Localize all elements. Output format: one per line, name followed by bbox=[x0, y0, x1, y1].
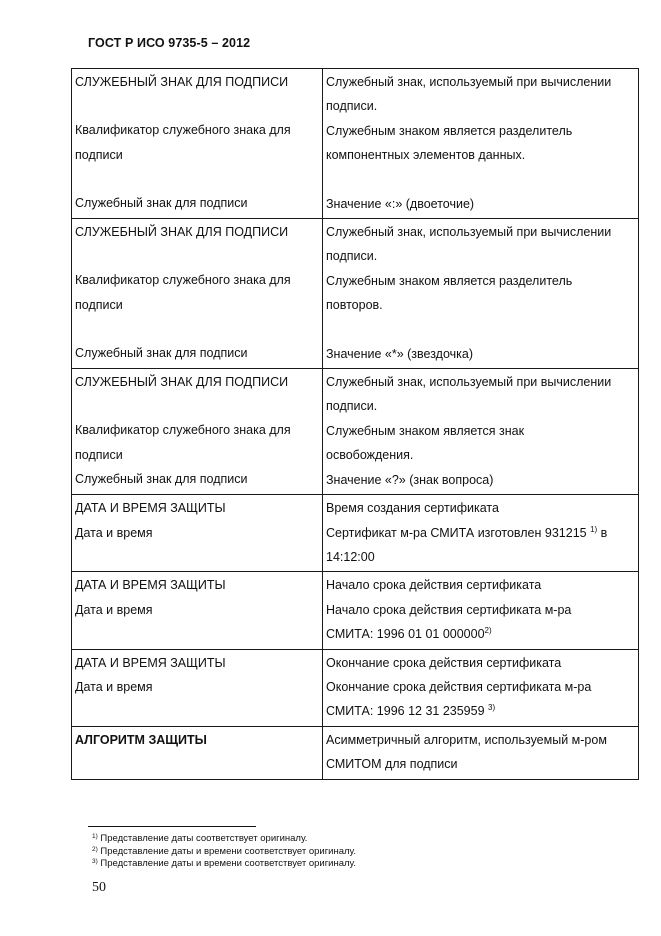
value-text: Значение «?» (знак вопроса) bbox=[326, 472, 494, 487]
element-name-cell bbox=[72, 219, 323, 369]
element-description-cell bbox=[323, 726, 639, 779]
footnotes bbox=[92, 833, 356, 871]
document-header: ГОСТ Р ИСО 9735-5 – 2012 bbox=[88, 36, 251, 50]
element-description-cell bbox=[323, 69, 639, 219]
footnote-item: $^{3)}$ Представление даты и времени соответствует оригиналу. bbox=[92, 858, 356, 869]
value-text: Значение «*» (звездочка) bbox=[326, 346, 474, 361]
element-name: ДАТА И ВРЕМЯ ЗАЩИТЫ bbox=[75, 578, 226, 593]
value-label: Служебный знак для подписи bbox=[75, 196, 248, 211]
qualifier-text: Служебным знаком является разделитель bbox=[326, 123, 573, 138]
footnote-ref: 3) bbox=[488, 703, 496, 713]
qualifier-text: освобождения. bbox=[326, 448, 414, 463]
value-label: Дата и время bbox=[75, 525, 153, 540]
element-name: ДАТА И ВРЕМЯ ЗАЩИТЫ bbox=[75, 655, 226, 670]
table-row bbox=[72, 726, 639, 779]
element-name: АЛГОРИТМ ЗАЩИТЫ bbox=[75, 732, 207, 747]
value-label: Дата и время bbox=[75, 602, 153, 617]
description-text: Служебный знак, используемый при вычислении bbox=[326, 375, 612, 390]
segment-data-table bbox=[71, 68, 639, 780]
table-row bbox=[72, 69, 639, 219]
value-text: СМИТА: 1996 01 01 000000$^{2)}$ bbox=[326, 626, 492, 642]
value-text: Сертификат м-ра СМИТА изготовлен 931215 $^{1)}$ в bbox=[326, 524, 608, 540]
qualifier-text: Служебным знаком является разделитель bbox=[326, 273, 573, 288]
description-text: Асимметричный алгоритм, используемый м-ром bbox=[326, 732, 607, 747]
qualifier-text: компонентных элементов данных. bbox=[326, 148, 526, 163]
description-text: подписи. bbox=[326, 249, 378, 264]
qualifier-label: Квалификатор служебного знака для bbox=[75, 123, 291, 138]
value-label: Служебный знак для подписи bbox=[75, 346, 248, 361]
qualifier-label-cont: подписи bbox=[75, 147, 123, 162]
page-number: 50 bbox=[92, 880, 106, 895]
footnote-ref: 2) bbox=[484, 626, 492, 636]
description-text: Начало срока действия сертификата bbox=[326, 578, 542, 593]
value-text: СМИТА: 1996 12 31 235959 $^{3)}$ bbox=[326, 703, 496, 719]
element-name-cell bbox=[72, 572, 323, 649]
footnote-ref: 1) bbox=[590, 524, 598, 534]
table-row bbox=[72, 219, 639, 369]
value-text: Значение «:» (двоеточие) bbox=[326, 196, 475, 211]
footnote-item: $^{1)}$ Представление даты соответствует оригиналу. bbox=[92, 833, 308, 844]
description-text: СМИТОМ для подписи bbox=[326, 757, 458, 772]
value-text: Начало срока действия сертификата м-ра bbox=[326, 602, 572, 617]
element-name: СЛУЖЕБНЫЙ ЗНАК ДЛЯ ПОДПИСИ bbox=[75, 225, 289, 240]
description-text: подписи. bbox=[326, 399, 378, 414]
element-name: СЛУЖЕБНЫЙ ЗНАК ДЛЯ ПОДПИСИ bbox=[75, 375, 289, 390]
element-name-cell bbox=[72, 649, 323, 726]
element-description-cell bbox=[323, 572, 639, 649]
element-name-cell bbox=[72, 69, 323, 219]
value-text: 14:12:00 bbox=[326, 549, 375, 564]
element-name-cell bbox=[72, 726, 323, 779]
description-text: Служебный знак, используемый при вычислении bbox=[326, 225, 612, 240]
element-name: СЛУЖЕБНЫЙ ЗНАК ДЛЯ ПОДПИСИ bbox=[75, 75, 289, 89]
description-text: Время создания сертификата bbox=[326, 501, 499, 516]
element-description-cell bbox=[323, 369, 639, 495]
value-text: Окончание срока действия сертификата м-ра bbox=[326, 679, 592, 694]
description-text: Окончание срока действия сертификата bbox=[326, 655, 562, 670]
table-row bbox=[72, 572, 639, 649]
element-description-cell bbox=[323, 219, 639, 369]
table-row bbox=[72, 369, 639, 495]
element-name-cell bbox=[72, 369, 323, 495]
value-label: Служебный знак для подписи bbox=[75, 472, 248, 487]
description-text: подписи. bbox=[326, 99, 378, 114]
description-text: Служебный знак, используемый при вычислении bbox=[326, 75, 612, 89]
qualifier-label-cont: подписи bbox=[75, 297, 123, 312]
qualifier-label-cont: подписи bbox=[75, 447, 123, 462]
element-name-cell bbox=[72, 495, 323, 572]
footnote-item: $^{2)}$ Представление даты и времени соответствует оригиналу. bbox=[92, 845, 356, 857]
table-row bbox=[72, 649, 639, 726]
footnote-separator bbox=[88, 826, 256, 827]
qualifier-text: повторов. bbox=[326, 298, 383, 313]
value-label: Дата и время bbox=[75, 679, 153, 694]
qualifier-label: Квалификатор служебного знака для bbox=[75, 423, 291, 438]
element-description-cell bbox=[323, 649, 639, 726]
element-name: ДАТА И ВРЕМЯ ЗАЩИТЫ bbox=[75, 501, 226, 516]
qualifier-text: Служебным знаком является знак bbox=[326, 423, 525, 438]
qualifier-label: Квалификатор служебного знака для bbox=[75, 273, 291, 288]
table-row bbox=[72, 495, 639, 572]
element-description-cell bbox=[323, 495, 639, 572]
